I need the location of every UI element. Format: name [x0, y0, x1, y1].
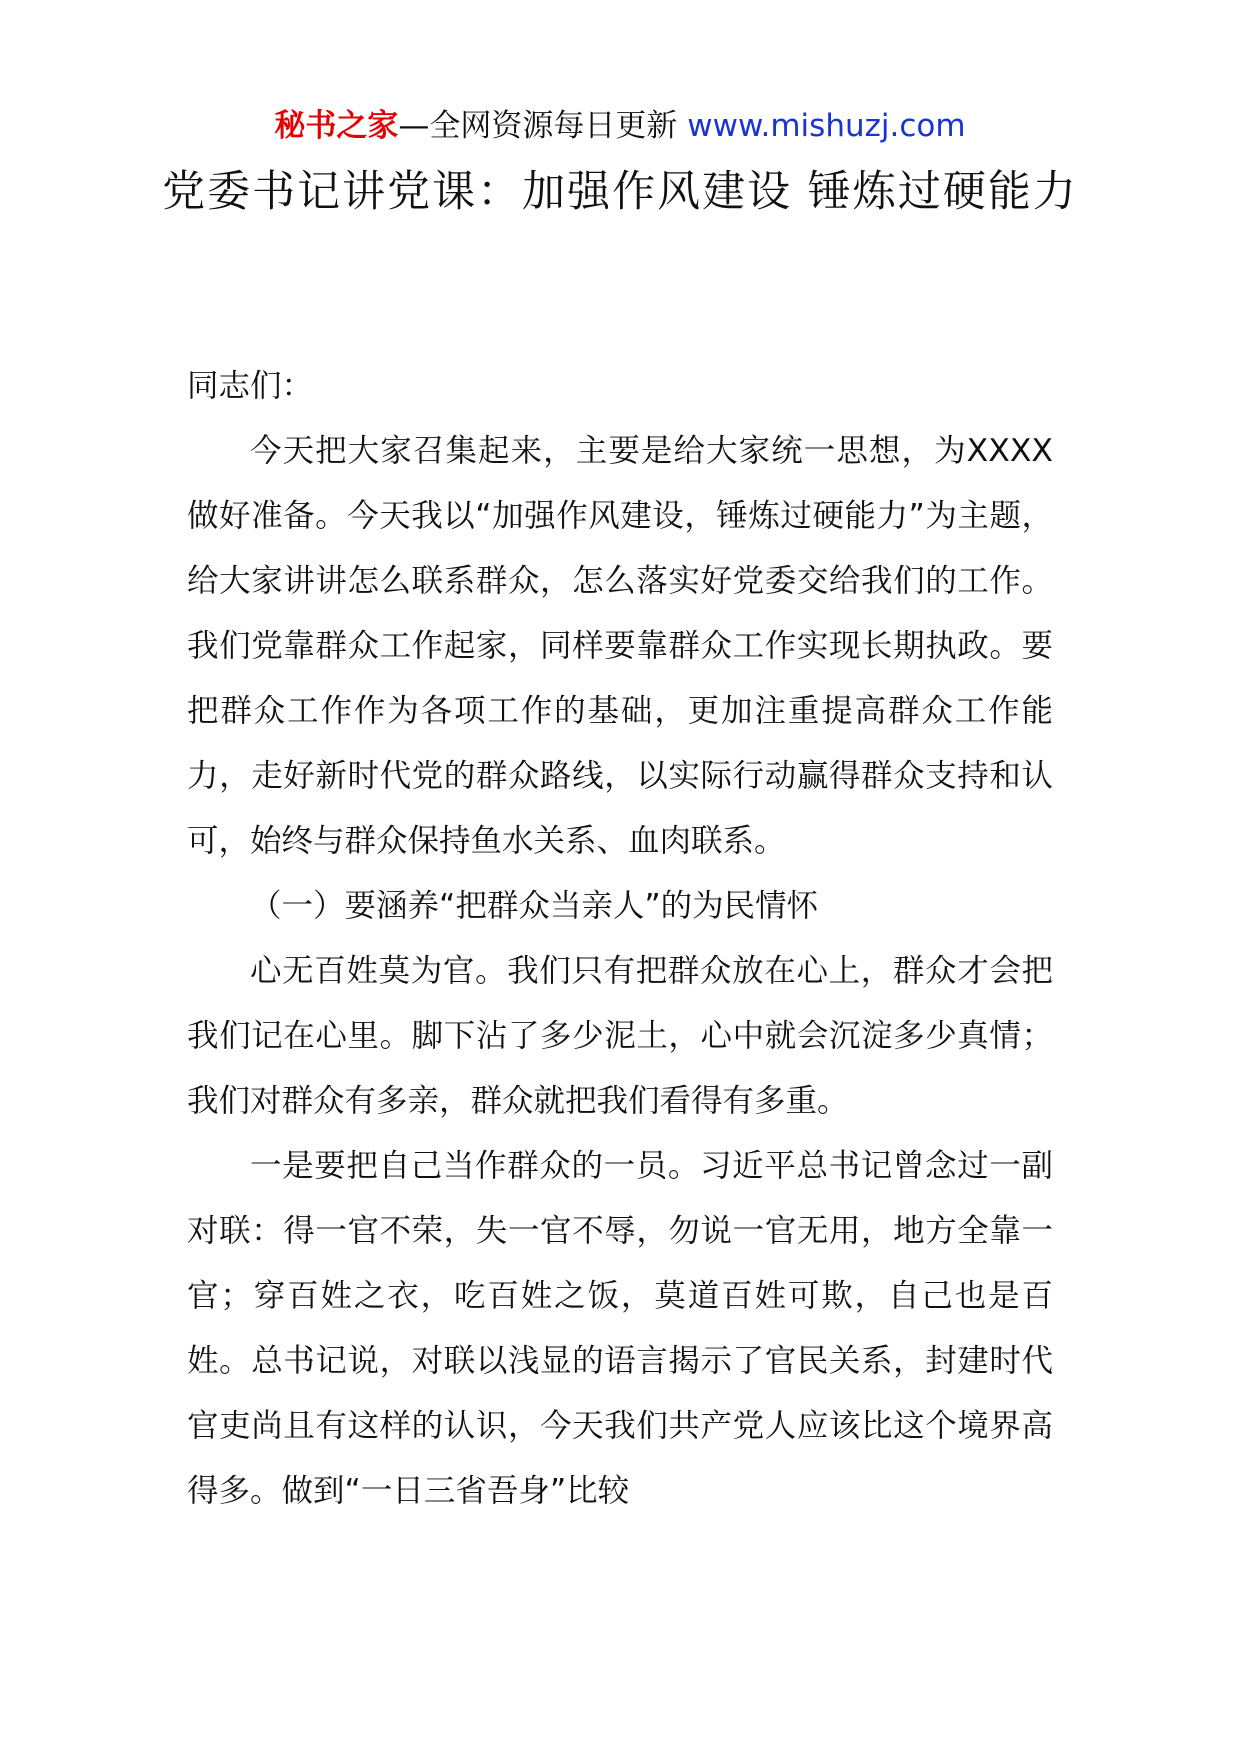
paragraph: 今天把大家召集起来，主要是给大家统一思想，为XXXX做好准备。今天我以“加强作风建设，锤炼过硬能力”为主题，给大家讲讲怎么联系群众，怎么落实好党委交给我们的工作。我们党靠群众工作起家，同样要靠群众工作实现长期执政。要把群众工作作为各项工作的基础，更加注重提高群众工作能力，走好新时代党的群众路线，以实际行动赢得群众支持和认可，始终与群众保持鱼水关系、血肉联系。	[187, 433, 1053, 859]
document-title: 党委书记讲党课：加强作风建设 锤炼过硬能力	[162, 167, 1078, 217]
salutation: 同志们：	[187, 368, 314, 404]
paragraph: 一是要把自己当作群众的一员。习近平总书记曾念过一副对联：得一官不荣，失一官不辱，勿说一官无用，地方全靠一官；穿百姓之衣，吃百姓之饭，莫道百姓可欺，自己也是百姓。总书记说，对联以浅显的语言揭示了官民关系，封建时代官吏尚且有这样的认识，今天我们共产党人应该比这个境界高得多。做到“一日三省吾身”比较	[187, 1148, 1053, 1509]
website-link[interactable]: www.mishuzj.com	[687, 108, 966, 144]
brand-name: 秘书之家	[274, 108, 399, 144]
section-heading: （一）要涵养“把群众当亲人”的为民情怀	[250, 888, 819, 924]
header-banner	[0, 104, 1240, 148]
paragraph: 心无百姓莫为官。我们只有把群众放在心上，群众才会把我们记在心里。脚下沾了多少泥土，心中就会沉淀多少真情；我们对群众有多亲，群众就把我们看得有多重。	[187, 953, 1053, 1119]
brand-slogan: —全网资源每日更新	[398, 108, 688, 144]
document-body	[187, 354, 1053, 1524]
